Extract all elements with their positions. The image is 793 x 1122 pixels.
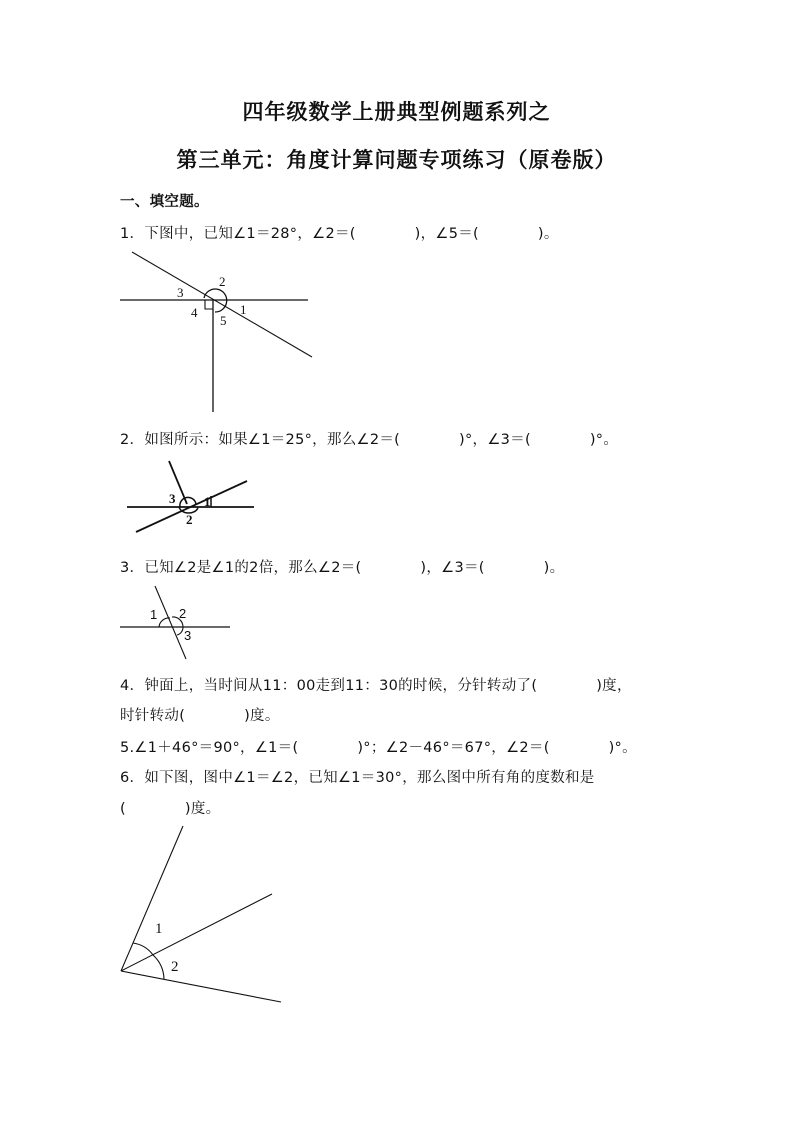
question-5-text: 5.∠1＋46°＝90°，∠1＝( )°；∠2－46°＝67°，∠2＝( )°。 [120,740,637,756]
question-1-text: 1．下图中，已知∠1＝28°，∠2＝( )，∠5＝( )。 [120,226,559,242]
label-angle-3: 3 [169,491,176,506]
question-3-text: 3．已知∠2是∠1的2倍，那么∠2＝( )，∠3＝( )。 [120,560,565,576]
section-heading: 一、填空题。 [120,194,209,210]
label-angle-3: 3 [177,285,184,300]
label-angle-2: 2 [186,512,193,527]
worksheet-title: 四年级数学上册典型例题系列之 [242,100,551,124]
label-angle-2: 2 [219,274,226,289]
label-angle-1: 1 [240,302,247,317]
label-angle-2: 2 [171,959,179,975]
question-4-text-cont: 时针转动( )度。 [120,708,280,724]
label-angle-5: 5 [220,313,227,328]
worksheet-subtitle: 第三单元：角度计算问题专项练习（原卷版） [176,148,617,172]
label-angle-3: 3 [184,628,192,643]
question-6-text: 6．如下图，图中∠1＝∠2，已知∠1＝30°，那么图中所有角的度数和是 [120,770,595,786]
label-angle-1: 1 [150,607,158,622]
question-2-text: 2．如图所示：如果∠1＝25°，那么∠2＝( )°，∠3＝( )°。 [120,432,619,448]
label-angle-1: 1 [155,921,163,937]
label-angle-1: 1 [204,494,211,509]
label-angle-2: 2 [179,606,187,621]
question-6-text-cont: ( )度。 [120,801,221,817]
label-angle-4: 4 [191,305,198,320]
question-4-text: 4．钟面上，当时间从11：00走到11：30的时候，分针转动了( )度， [120,678,632,694]
